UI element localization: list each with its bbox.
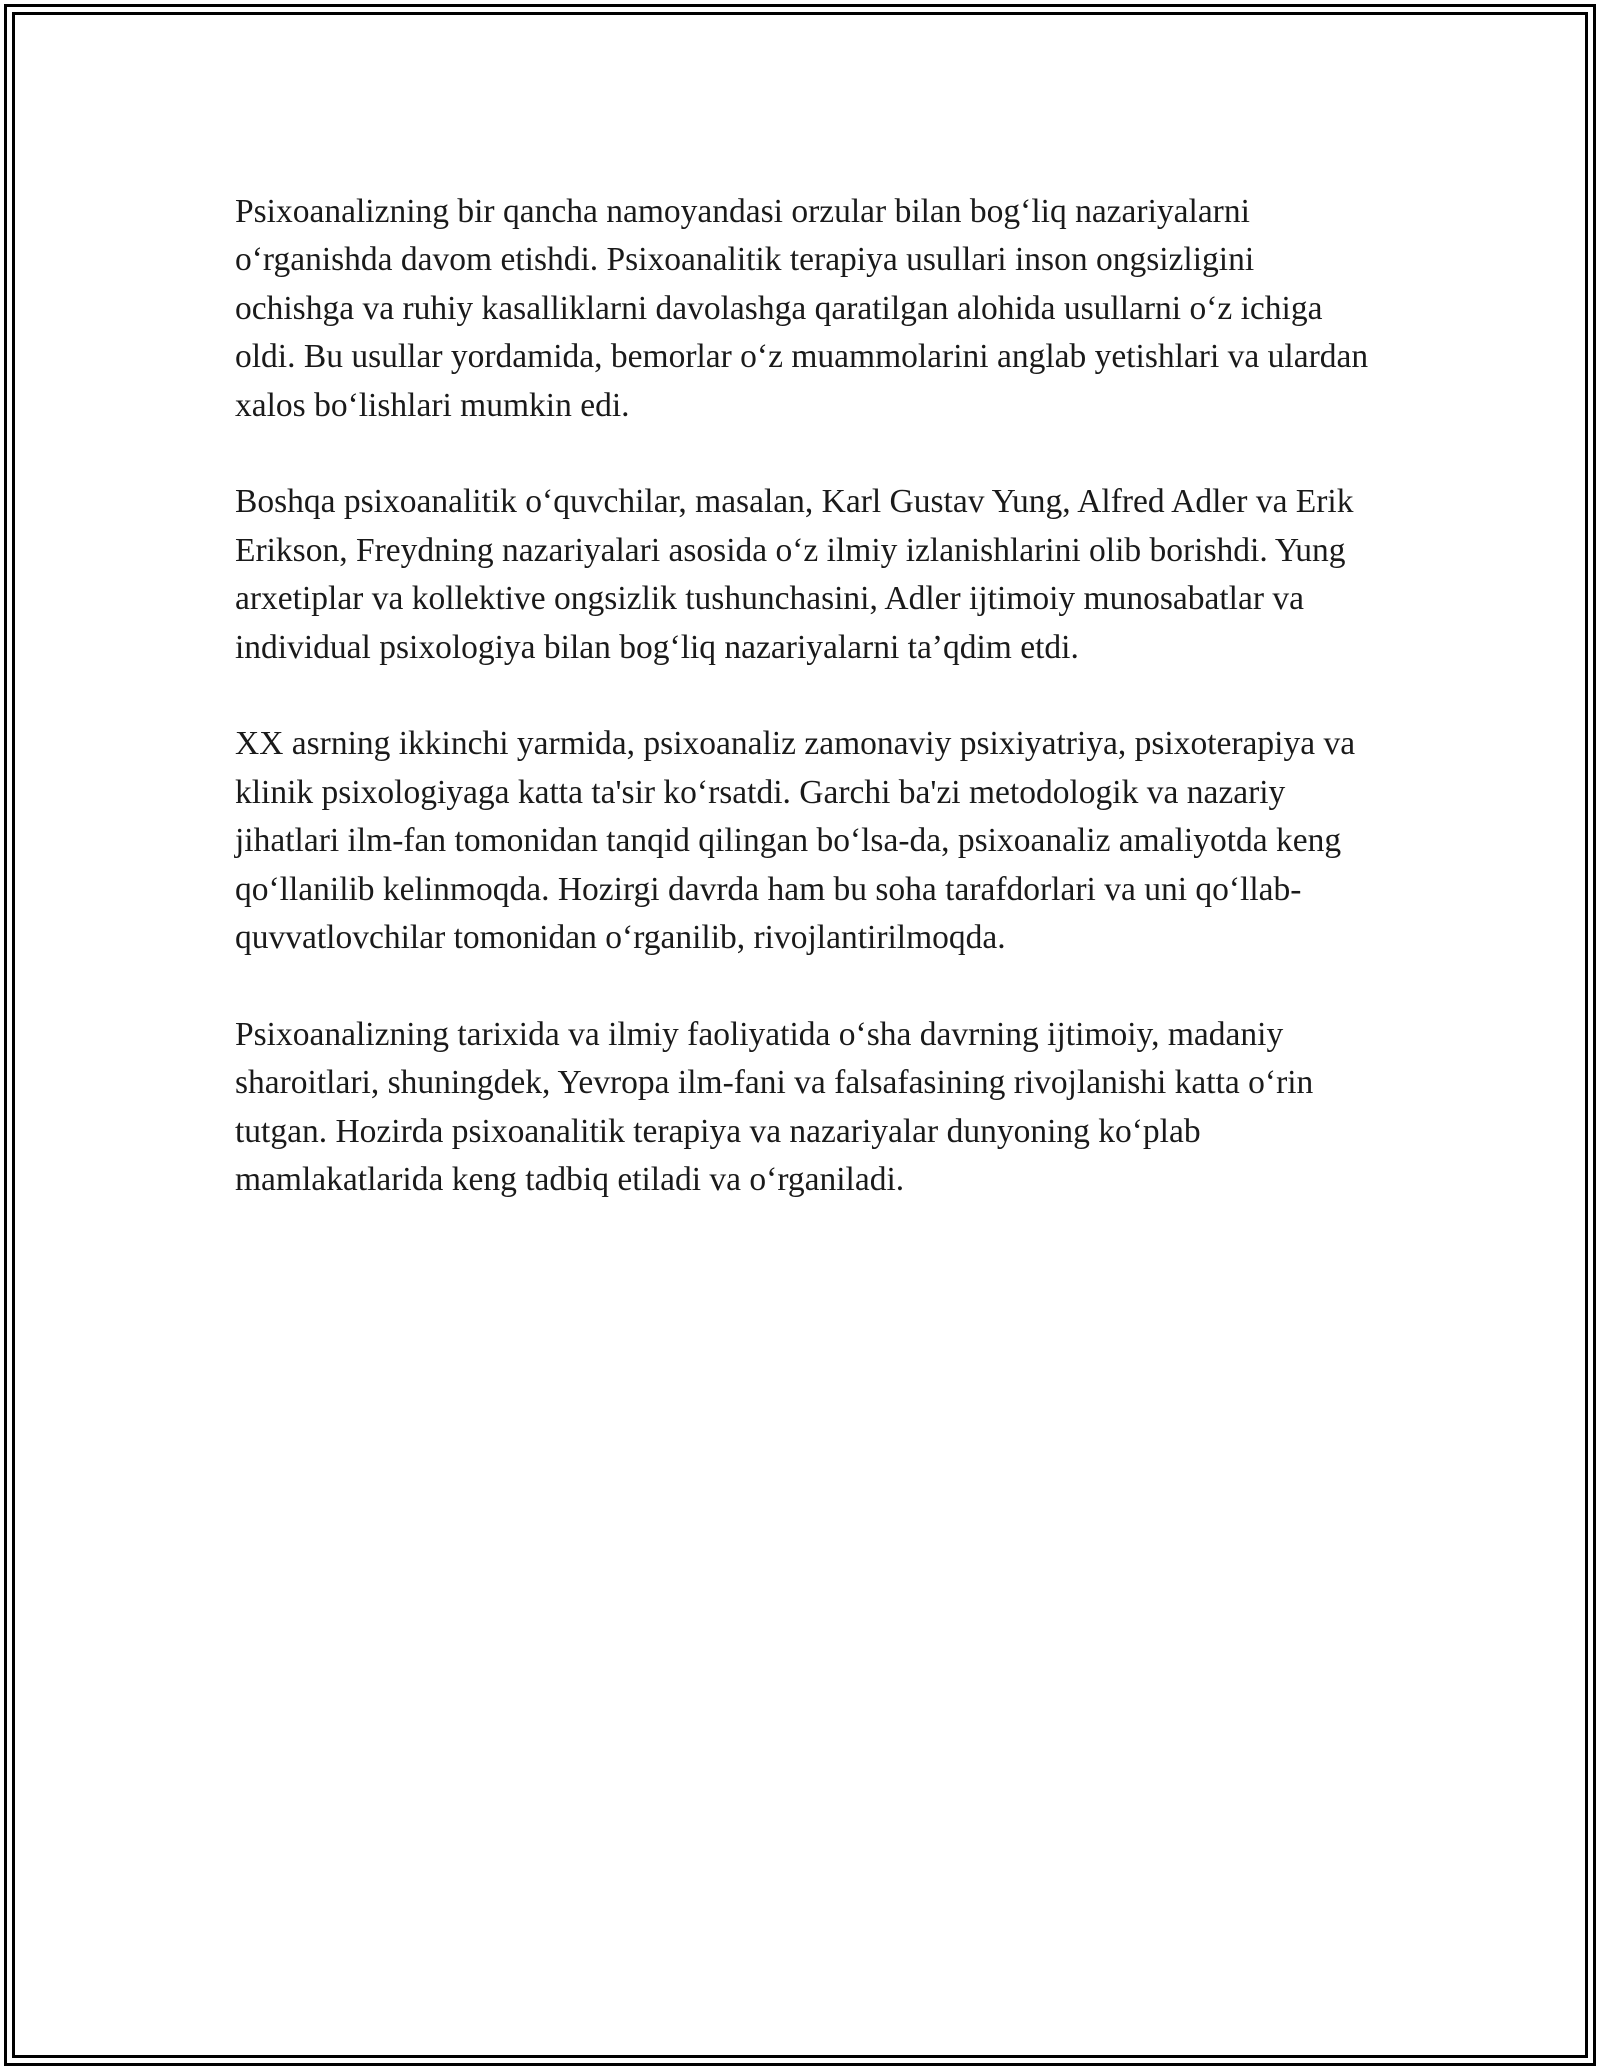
paragraph-3: XX asrning ikkinchi yarmida, psixoanaliz zamonaviy psixiyatriya, psixoterapiya va klinik psixologiyaga katta ta'sir ko‘rsatdi. Garchi ba'zi metodologik va nazariy jihatlari ilm-fan tomonidan tanqid qilingan bo‘lsa-da, psixoanaliz amaliyotda keng qo‘llanilib kelinmoqda. Hozirgi davrda ham bu soha tarafdorlari va uni qo‘llab-quvvatlovchilar tomonidan o‘rganilib, rivojlantirilmoqda. [235,725,1356,957]
paragraph-1: Psixoanalizning bir qancha namoyandasi orzular bilan bog‘liq nazariyalarni o‘rganishda davom etishdi. Psixoanalitik terapiya usullari inson ongsizligini ochishga va ruhiy kasalliklarni davolashga qaratilgan alohida usullarni o‘z ichiga oldi. Bu usullar yordamida, bemorlar o‘z muammolarini anglab yetishlari va ulardan xalos bo‘lishlari mumkin edi. [235,193,1369,424]
document-body [235,188,1375,1253]
paragraph-4: Psixoanalizning tarixida va ilmiy faoliyatida o‘sha davrning ijtimoiy, madaniy sharoitlari, shuningdek, Yevropa ilm-fani va falsafasining rivojlanishi katta o‘rin tutgan. Hozirda psixoanalitik terapiya va nazariyalar dunyoning ko‘plab mamlakatlarida keng tadbiq etiladi va o‘rganiladi. [235,1015,1314,1199]
paragraph-2: Boshqa psixoanalitik o‘quvchilar, masalan, Karl Gustav Yung, Alfred Adler va Erik Erikson, Freydning nazariyalari asosida o‘z ilmiy izlanishlarini olib borishdi. Yung arxetiplar va kollektive ongsizlik tushunchasini, Adler ijtimoiy munosabatlar va individual psixologiya bilan bog‘liq nazariyalarni ta’qdim etdi. [235,483,1354,666]
